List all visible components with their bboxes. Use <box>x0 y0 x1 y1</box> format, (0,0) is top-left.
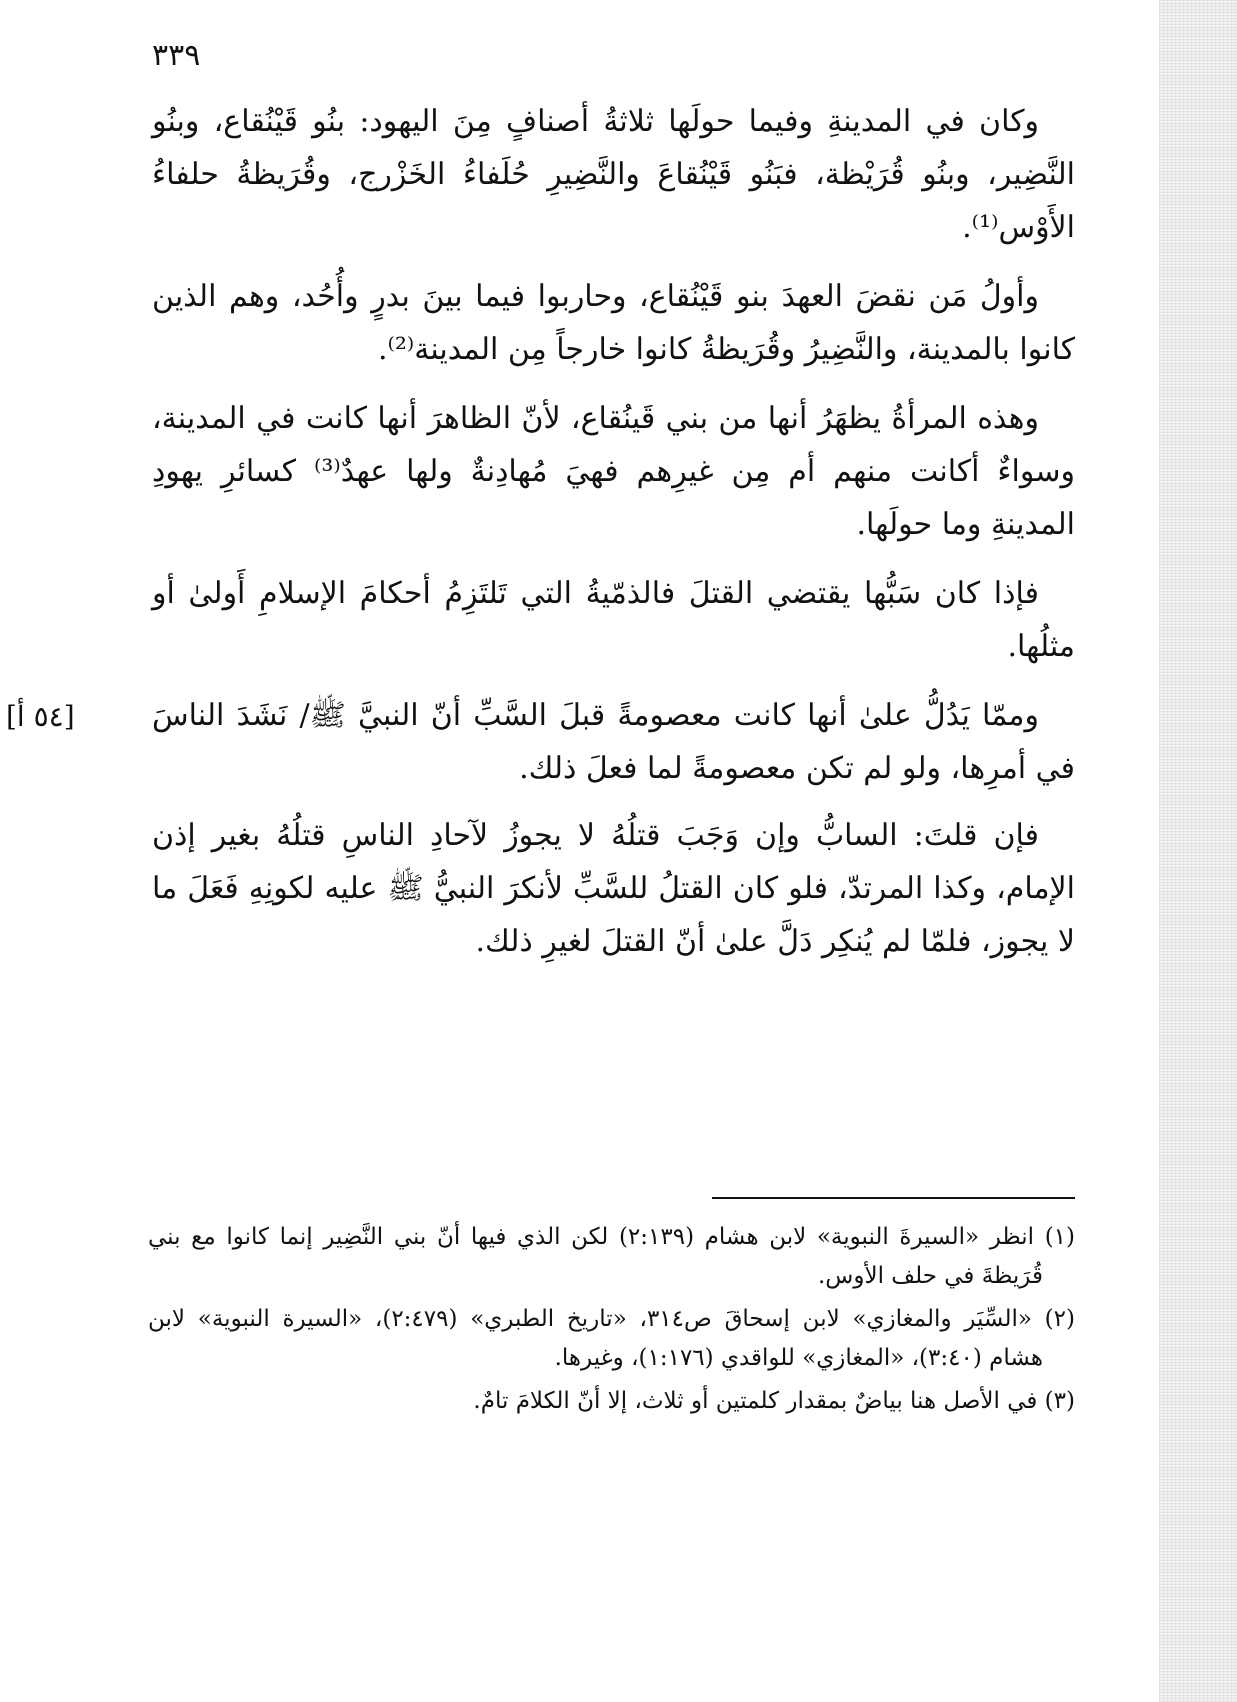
footnotes <box>148 1218 1075 1425</box>
paragraph-6: فإن قلتَ: السابُّ وإن وَجَبَ قتلُهُ لا يجوزُ لآحادِ الناسِ قتلُهُ بغير إذن الإمام، وكذا المرتدّ، فلو كان القتلُ للسَّبِّ لأنكرَ النبيُّ ﷺ عليه لكونِهِ فَعَلَ ما لا يجوز، فلمّا لم يُنكِر دَلَّ علىٰ أنّ القتلَ لغيرِ ذلك. <box>152 818 1075 959</box>
paragraph-5: وممّا يَدُلُّ علىٰ أنها كانت معصومةً قبلَ السَّبِّ أنّ النبيَّ ﷺ/ نَشَدَ الناسَ في أمرِها، ولو لم تكن معصومةً لما فعلَ ذلك. <box>152 698 1075 786</box>
footnote-divider <box>712 1197 1075 1199</box>
main-text <box>152 95 1075 984</box>
footnote-1: (١) انظر «السيرةَ النبوية» لابن هشام (٢:١٣٩) لكن الذي فيها أنّ بني النَّضِير إنما كانوا مع بني قُرَيظةَ في حلف الأوس. <box>148 1224 1076 1289</box>
paragraph-2: وأولُ مَن نقضَ العهدَ بنو قَيْنُقاع، وحاربوا فيما بينَ بدرٍ وأُحُد، وهم الذين كانوا بالمدينة، والنَّضِيرُ وقُرَيظةُ كانوا خارجاً مِن المدينة⁽²⁾. <box>152 279 1075 367</box>
paragraph-4: فإذا كان سَبُّها يقتضي القتلَ فالذمّيةُ التي تَلتَزِمُ أحكامَ الإسلامِ أَولىٰ أو مثلُها. <box>152 576 1075 664</box>
paragraph-1: وكان في المدينةِ وفيما حولَها ثلاثةُ أصنافٍ مِنَ اليهود: بنُو قَيْنُقاع، وبنُو النَّضِير، وبنُو قُرَيْظة، فبَنُو قَيْنُقاعَ والنَّضِيرِ حُلَفاءُ الخَزْرج، وقُرَيظةُ حلفاءُ الأَوْس⁽¹⁾. <box>152 104 1075 245</box>
manuscript-folio-marker: [٥٤ أ] <box>6 700 75 733</box>
page-number: ٣٣٩ <box>152 38 201 73</box>
footnote-3: (٣) في الأصل هنا بياضٌ بمقدار كلمتين أو ثلاث، إلا أنّ الكلامَ تامٌ. <box>473 1388 1075 1414</box>
paragraph-3: وهذه المرأةُ يظهَرُ أنها من بني قَينُقاع، لأنّ الظاهرَ أنها كانت في المدينة، وسواءٌ أكانت منهم أم مِن غيرِهم فهيَ مُهادِنةٌ ولها عهدٌ⁽³⁾ كسائرِ يهودِ المدينةِ وما حولَها. <box>152 401 1075 542</box>
scan-edge-strip <box>1159 0 1237 1702</box>
footnote-2: (٢) «السِّيَر والمغازي» لابن إسحاقَ ص٣١٤، «تاريخ الطبري» (٢:٤٧٩)، «السيرة النبوية» لابن هشام (٣:٤٠)، «المغازي» للواقدي (١:١٧٦)، وغيرها. <box>148 1306 1075 1371</box>
